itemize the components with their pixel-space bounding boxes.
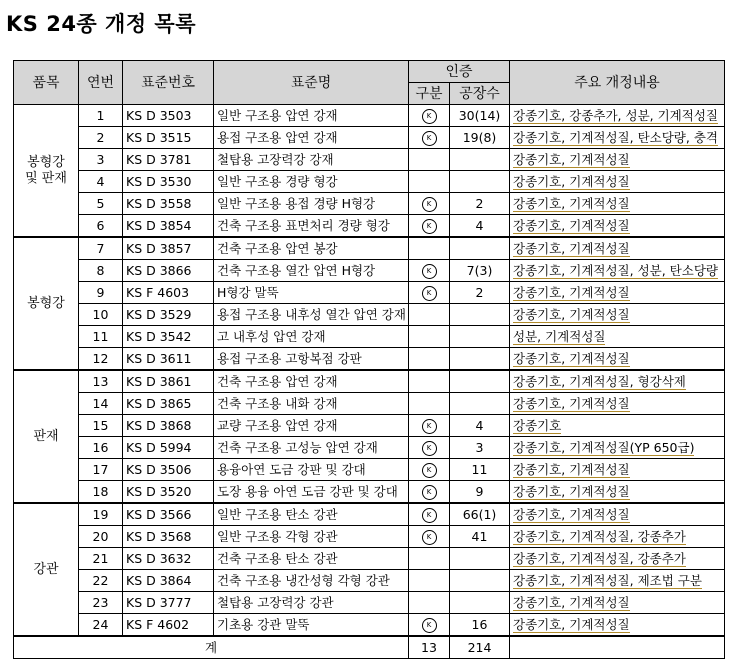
row-changes: [510, 592, 725, 614]
ks-cert-mark-icon: K: [422, 264, 437, 279]
row-changes: [510, 282, 725, 304]
row-cert-type: [409, 481, 450, 504]
row-changes: [510, 215, 725, 238]
row-std-name: 건축 구조용 압연 강재: [214, 370, 409, 393]
table-row: [14, 304, 725, 326]
table-row: [14, 282, 725, 304]
table-row: [14, 260, 725, 282]
row-changes: [510, 437, 725, 459]
row-factories: 9: [450, 481, 510, 504]
row-std-no: KS D 3542: [123, 326, 214, 348]
row-cert-type: [409, 215, 450, 238]
row-no: 16: [79, 437, 123, 459]
row-changes-text: 강종기호, 기계적성질: [513, 284, 630, 300]
table-row: [14, 437, 725, 459]
row-cert-type: [409, 503, 450, 526]
row-changes: [510, 171, 725, 193]
row-factories: [450, 592, 510, 614]
row-std-no: KS D 3868: [123, 415, 214, 437]
row-cert-type: [409, 370, 450, 393]
row-changes: [510, 526, 725, 548]
row-changes: [510, 548, 725, 570]
row-std-no: KS D 3520: [123, 481, 214, 504]
ks-cert-mark-icon: K: [422, 219, 437, 234]
row-factories: 30(14): [450, 105, 510, 127]
row-changes: [510, 326, 725, 348]
row-no: 12: [79, 348, 123, 371]
row-no: 17: [79, 459, 123, 481]
row-std-no: KS D 3558: [123, 193, 214, 215]
header-factories: 공장수: [450, 83, 510, 105]
row-changes-text: 강종기호, 기계적성질: [513, 594, 630, 610]
table-row: [14, 149, 725, 171]
table-row: [14, 105, 725, 127]
row-std-name: 철탑용 고장력강 강재: [214, 149, 409, 171]
row-cert-type: [409, 237, 450, 260]
row-no: 6: [79, 215, 123, 238]
row-changes: [510, 193, 725, 215]
header-cert: 인증: [409, 61, 510, 83]
row-factories: [450, 237, 510, 260]
row-cert-type: [409, 570, 450, 592]
row-changes: [510, 503, 725, 526]
row-factories: 66(1): [450, 503, 510, 526]
total-blank: [510, 636, 725, 659]
row-cert-type: [409, 326, 450, 348]
row-changes: [510, 348, 725, 371]
row-std-no: KS D 3530: [123, 171, 214, 193]
row-std-name: 건축 구조용 냉간성형 각형 강관: [214, 570, 409, 592]
table-row: [14, 127, 725, 149]
row-changes: [510, 304, 725, 326]
row-cert-type: [409, 548, 450, 570]
table-row: [14, 215, 725, 238]
row-changes-text: 강종기호, 기계적성질, 강종추가: [513, 550, 686, 566]
header-no: 연번: [79, 61, 123, 105]
row-std-no: KS D 3503: [123, 105, 214, 127]
row-cert-type: [409, 260, 450, 282]
row-std-name: 용융아연 도금 강판 및 강대: [214, 459, 409, 481]
row-no: 2: [79, 127, 123, 149]
row-changes-text: 강종기호, 기계적성질: [513, 395, 630, 411]
row-std-name: 용접 구조용 내후성 열간 압연 강재: [214, 304, 409, 326]
row-changes-text: 강종기호, 기계적성질: [513, 506, 630, 522]
row-factories: 16: [450, 614, 510, 637]
total-cert-count: 13: [409, 636, 450, 659]
row-cert-type: [409, 348, 450, 371]
table-row: [14, 348, 725, 371]
total-label: 계: [14, 636, 409, 659]
ks-cert-mark-icon: K: [422, 441, 437, 456]
row-std-no: KS D 3566: [123, 503, 214, 526]
row-changes-text: 강종기호, 기계적성질: [513, 616, 630, 632]
table-row: [14, 415, 725, 437]
row-no: 20: [79, 526, 123, 548]
row-cert-type: [409, 614, 450, 637]
row-no: 5: [79, 193, 123, 215]
row-std-no: KS D 3861: [123, 370, 214, 393]
row-no: 9: [79, 282, 123, 304]
row-std-no: KS D 3777: [123, 592, 214, 614]
row-std-name: 일반 구조용 탄소 강관: [214, 503, 409, 526]
row-cert-type: [409, 437, 450, 459]
row-std-no: KS D 3515: [123, 127, 214, 149]
row-no: 11: [79, 326, 123, 348]
row-cert-type: [409, 149, 450, 171]
row-factories: 7(3): [450, 260, 510, 282]
row-changes: [510, 105, 725, 127]
table-row: [14, 526, 725, 548]
row-std-no: KS D 3866: [123, 260, 214, 282]
row-cert-type: [409, 415, 450, 437]
row-std-no: KS D 3854: [123, 215, 214, 238]
row-changes: [510, 570, 725, 592]
row-std-name: 용접 구조용 고항복점 강판: [214, 348, 409, 371]
row-std-name: 교량 구조용 압연 강재: [214, 415, 409, 437]
row-cert-type: [409, 282, 450, 304]
ks-cert-mark-icon: K: [422, 485, 437, 500]
row-factories: [450, 171, 510, 193]
row-no: 15: [79, 415, 123, 437]
row-factories: [450, 149, 510, 171]
revision-table: [13, 60, 725, 659]
row-changes: [510, 237, 725, 260]
row-std-no: KS D 3857: [123, 237, 214, 260]
header-category: 품목: [14, 61, 79, 105]
row-no: 7: [79, 237, 123, 260]
row-no: 19: [79, 503, 123, 526]
row-std-no: KS D 3506: [123, 459, 214, 481]
table-row: [14, 370, 725, 393]
row-std-name: H형강 말뚝: [214, 282, 409, 304]
row-no: 24: [79, 614, 123, 637]
row-no: 13: [79, 370, 123, 393]
table-row: [14, 614, 725, 637]
category-cell: 봉형강: [14, 237, 79, 370]
row-std-name: 건축 구조용 압연 봉강: [214, 237, 409, 260]
row-changes: [510, 393, 725, 415]
row-no: 18: [79, 481, 123, 504]
category-cell: 강관: [14, 503, 79, 636]
row-cert-type: [409, 526, 450, 548]
row-cert-type: [409, 592, 450, 614]
table-row: [14, 326, 725, 348]
row-std-no: KS F 4602: [123, 614, 214, 637]
ks-cert-mark-icon: K: [422, 286, 437, 301]
row-changes: [510, 370, 725, 393]
total-factories: 214: [450, 636, 510, 659]
row-std-no: KS D 5994: [123, 437, 214, 459]
row-changes-text: 강종기호, 기계적성질: [513, 350, 630, 366]
row-changes-text: 강종기호, 기계적성질: [513, 195, 630, 211]
row-factories: 4: [450, 215, 510, 238]
row-std-name: 일반 구조용 용접 경량 H형강: [214, 193, 409, 215]
row-changes-text: 강종기호, 기계적성질: [513, 240, 630, 256]
row-cert-type: [409, 127, 450, 149]
table-row: [14, 503, 725, 526]
row-std-name: 건축 구조용 표면처리 경량 형강: [214, 215, 409, 238]
row-std-name: 건축 구조용 내화 강재: [214, 393, 409, 415]
ks-cert-mark-icon: K: [422, 618, 437, 633]
row-no: 21: [79, 548, 123, 570]
row-changes-text: 강종기호, 기계적성질(YP 650급): [513, 439, 695, 455]
table-row: [14, 548, 725, 570]
row-no: 23: [79, 592, 123, 614]
table-row: [14, 481, 725, 504]
row-changes-text: 강종기호, 기계적성질: [513, 483, 630, 499]
row-factories: 19(8): [450, 127, 510, 149]
ks-cert-mark-icon: K: [422, 419, 437, 434]
ks-cert-mark-icon: K: [422, 109, 437, 124]
table-row: [14, 171, 725, 193]
row-changes-text: 강종기호, 강종추가, 성분, 기계적성질: [513, 107, 718, 123]
row-std-name: 일반 구조용 경량 형강: [214, 171, 409, 193]
category-cell: 봉형강 및 판재: [14, 105, 79, 238]
row-std-name: 건축 구조용 탄소 강관: [214, 548, 409, 570]
row-changes-text: 강종기호, 기계적성질, 강종추가: [513, 528, 686, 544]
row-changes: [510, 415, 725, 437]
row-std-no: KS D 3864: [123, 570, 214, 592]
row-cert-type: [409, 171, 450, 193]
row-no: 8: [79, 260, 123, 282]
header-std-name: 표준명: [214, 61, 409, 105]
row-std-no: KS D 3865: [123, 393, 214, 415]
row-std-name: 용접 구조용 압연 강재: [214, 127, 409, 149]
row-factories: [450, 548, 510, 570]
row-std-no: KS D 3611: [123, 348, 214, 371]
table-row: [14, 592, 725, 614]
row-cert-type: [409, 193, 450, 215]
page-title: KS 24종 개정 목록: [6, 12, 196, 36]
row-no: 4: [79, 171, 123, 193]
row-std-name: 일반 구조용 압연 강재: [214, 105, 409, 127]
ks-cert-mark-icon: K: [422, 508, 437, 523]
row-cert-type: [409, 304, 450, 326]
row-factories: 2: [450, 193, 510, 215]
row-std-name: 기초용 강관 말뚝: [214, 614, 409, 637]
row-changes-text: 강종기호, 기계적성질, 형강삭제: [513, 373, 686, 389]
row-factories: [450, 570, 510, 592]
row-changes-text: 강종기호, 기계적성질, 성분, 탄소당량: [513, 262, 718, 278]
ks-cert-mark-icon: K: [422, 197, 437, 212]
row-std-name: 건축 구조용 열간 압연 H형강: [214, 260, 409, 282]
row-changes: [510, 614, 725, 637]
row-no: 1: [79, 105, 123, 127]
row-changes-text: 강종기호, 기계적성질: [513, 306, 630, 322]
row-cert-type: [409, 459, 450, 481]
row-std-name: 건축 구조용 고성능 압연 강재: [214, 437, 409, 459]
table-row: [14, 459, 725, 481]
category-cell: 판재: [14, 370, 79, 503]
row-std-no: KS D 3568: [123, 526, 214, 548]
ks-cert-mark-icon: K: [422, 463, 437, 478]
row-cert-type: [409, 105, 450, 127]
row-changes-text: 강종기호, 기계적성질: [513, 461, 630, 477]
row-factories: 4: [450, 415, 510, 437]
row-factories: 11: [450, 459, 510, 481]
row-changes-text: 강종기호, 기계적성질: [513, 173, 630, 189]
row-no: 22: [79, 570, 123, 592]
table-row: [14, 193, 725, 215]
row-no: 3: [79, 149, 123, 171]
row-std-no: KS D 3632: [123, 548, 214, 570]
header-changes: 주요 개정내용: [510, 61, 725, 105]
row-changes-text: 강종기호, 기계적성질, 제조법 구분: [513, 572, 702, 588]
row-changes-text: 강종기호, 기계적성질: [513, 151, 630, 167]
row-no: 14: [79, 393, 123, 415]
row-std-no: KS D 3529: [123, 304, 214, 326]
header-std-no: 표준번호: [123, 61, 214, 105]
row-std-name: 도장 용융 아연 도금 강판 및 강대: [214, 481, 409, 504]
row-factories: 3: [450, 437, 510, 459]
row-std-no: KS D 3781: [123, 149, 214, 171]
row-factories: 41: [450, 526, 510, 548]
row-changes-text: 강종기호, 기계적성질: [513, 217, 630, 233]
table-row: [14, 237, 725, 260]
row-factories: [450, 304, 510, 326]
table-row: [14, 393, 725, 415]
row-std-name: 철탑용 고장력강 강관: [214, 592, 409, 614]
row-std-no: KS F 4603: [123, 282, 214, 304]
header-cert-type: 구분: [409, 83, 450, 105]
row-no: 10: [79, 304, 123, 326]
table-row: [14, 570, 725, 592]
row-changes-text: 성분, 기계적성질: [513, 328, 606, 344]
table-body: [14, 105, 725, 637]
row-changes-text: 강종기호: [513, 417, 562, 433]
row-factories: [450, 348, 510, 371]
row-std-name: 일반 구조용 각형 강관: [214, 526, 409, 548]
row-factories: [450, 393, 510, 415]
row-factories: [450, 326, 510, 348]
ks-cert-mark-icon: K: [422, 530, 437, 545]
row-changes: [510, 127, 725, 149]
row-changes: [510, 481, 725, 504]
row-changes-text: 강종기호, 기계적성질, 탄소당량, 충격: [513, 129, 718, 145]
row-changes: [510, 149, 725, 171]
row-cert-type: [409, 393, 450, 415]
ks-cert-mark-icon: K: [422, 131, 437, 146]
row-std-name: 고 내후성 압연 강재: [214, 326, 409, 348]
row-factories: [450, 370, 510, 393]
row-factories: 2: [450, 282, 510, 304]
row-changes: [510, 459, 725, 481]
row-changes: [510, 260, 725, 282]
